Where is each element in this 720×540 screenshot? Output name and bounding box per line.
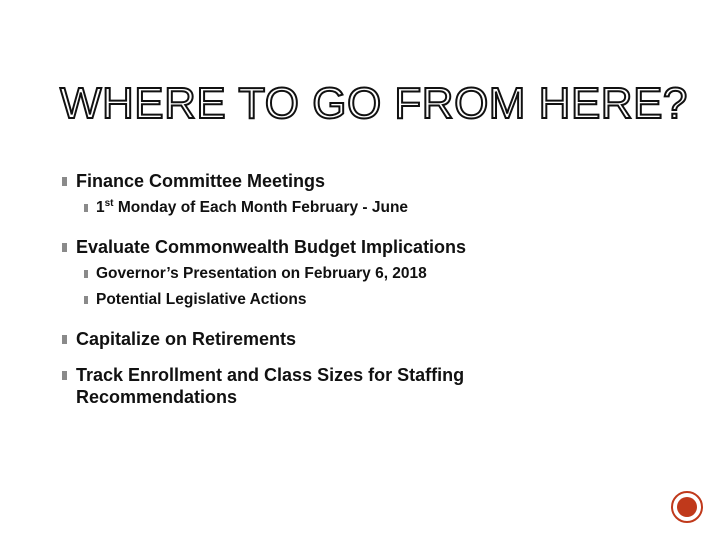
bullet-list — [60, 170, 620, 408]
bullet-text: Track Enrollment and Class Sizes for Staffing Recommendations — [76, 365, 465, 407]
square-bullet-icon — [62, 177, 67, 186]
square-bullet-icon — [62, 371, 67, 380]
sub-bullet-item — [60, 198, 620, 218]
bullet-text: Evaluate Commonwealth Budget Implications — [76, 237, 467, 257]
sub-bullet-item — [60, 264, 620, 284]
bullet-item — [60, 170, 620, 192]
bullet-item — [60, 364, 620, 408]
circle-nav-inner — [677, 497, 697, 517]
sub-bullet-text: Monday of Each Month February - June — [113, 199, 409, 216]
square-bullet-icon — [84, 270, 88, 278]
slide-title: WHERE TO GO FROM HERE? — [60, 79, 688, 128]
bullet-text: Capitalize on Retirements — [76, 329, 297, 349]
square-bullet-icon — [62, 335, 67, 344]
bullet-item — [60, 236, 620, 258]
sub-bullet-text: Governor’s Presentation on February 6, 2018 — [96, 265, 427, 282]
square-bullet-icon — [62, 243, 67, 252]
sub-bullet-ordinal: st — [104, 198, 114, 209]
bullet-text: Finance Committee Meetings — [76, 171, 326, 191]
bullet-item — [60, 328, 620, 350]
sub-bullet-number: 1 — [96, 199, 105, 216]
square-bullet-icon — [84, 204, 88, 212]
square-bullet-icon — [84, 296, 88, 304]
sub-bullet-text: Potential Legislative Actions — [96, 291, 307, 308]
circle-nav-icon[interactable] — [671, 491, 703, 523]
sub-bullet-item — [60, 290, 620, 310]
